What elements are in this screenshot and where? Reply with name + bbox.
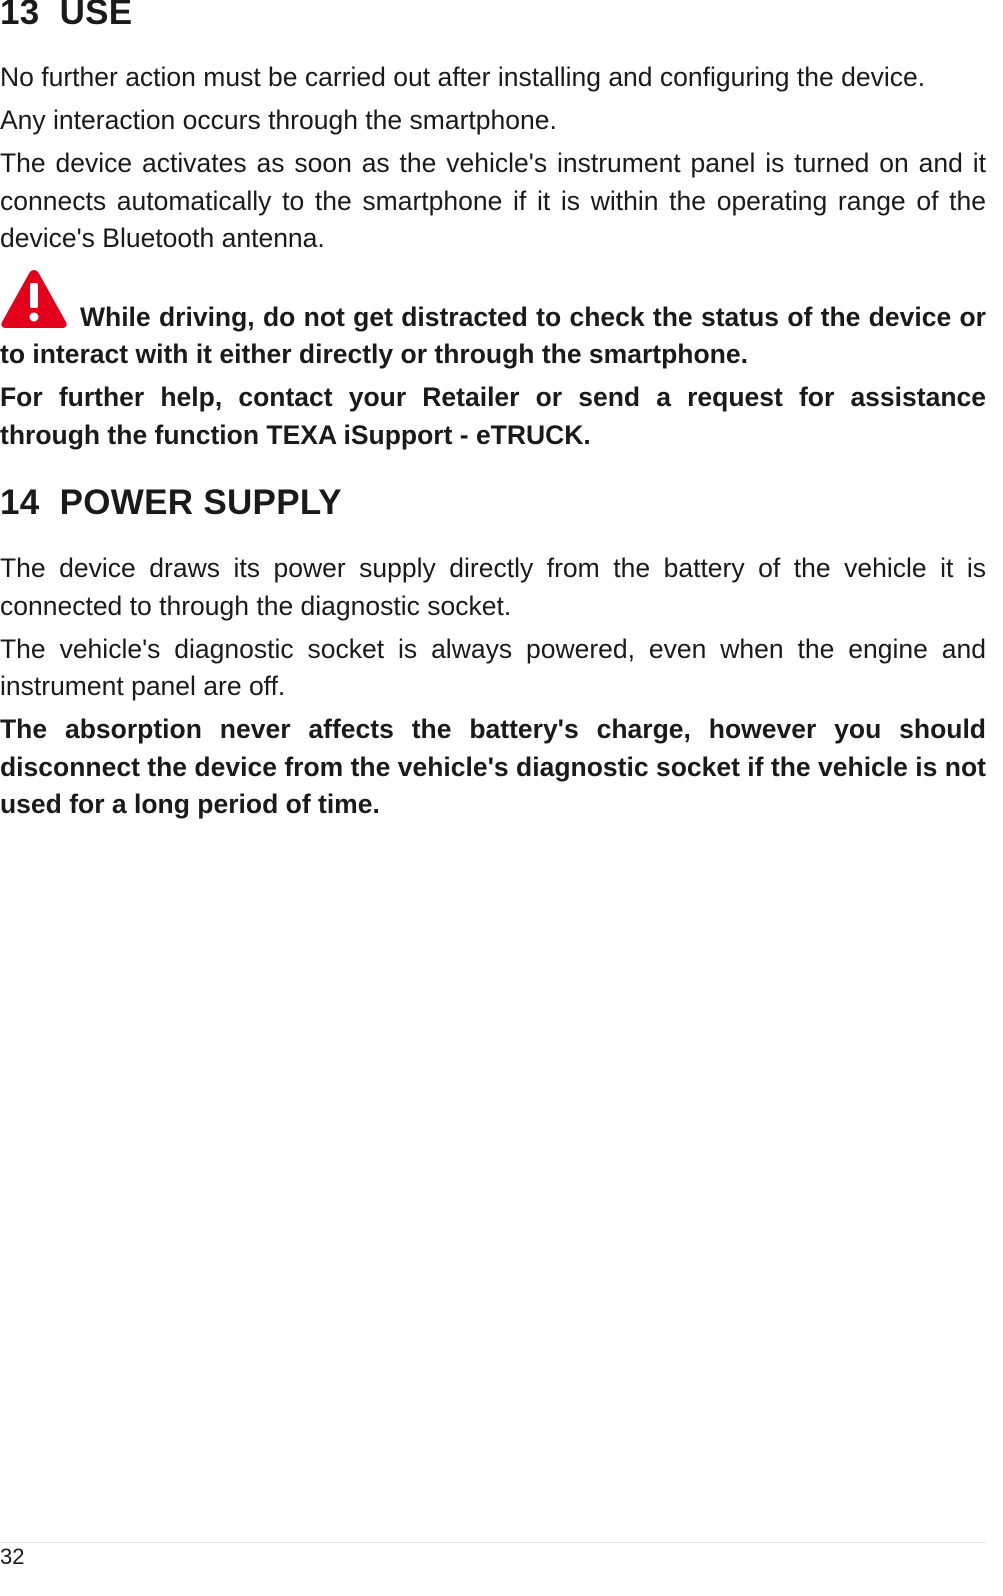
warning-triangle-icon <box>0 268 68 330</box>
driving-warning <box>0 268 986 374</box>
section-14-title: 14 POWER SUPPLY <box>0 483 342 522</box>
power-paragraph-1: The device draws its power supply directly from the battery of the vehicle it is connected to through the diagnostic socket. <box>0 553 986 621</box>
use-paragraph-3: The device activates as soon as the vehicle's instrument panel is turned on and it connects automatically to the smartphone if it is within the operating range of the device's Bluetooth antenna. <box>0 148 986 253</box>
warning-text: While driving, do not get distracted to check the status of the device or to interact with it either directly or through the smartphone. <box>0 301 986 369</box>
battery-note: The absorption never affects the battery's charge, however you should disconnect the device from the vehicle's diagnostic socket if the vehicle is not used for a long period of time. <box>0 714 986 819</box>
power-paragraph-2: The vehicle's diagnostic socket is always powered, even when the engine and instrument panel are off. <box>0 633 986 701</box>
section-13-title: 13 USE <box>0 0 133 32</box>
use-paragraph-2: Any interaction occurs through the smartphone. <box>0 105 557 135</box>
footer-divider <box>0 1542 986 1543</box>
page-number: 32 <box>0 1544 25 1569</box>
use-paragraph-1: No further action must be carried out after installing and configuring the device. <box>0 62 926 92</box>
warning-paragraph <box>0 268 986 374</box>
help-paragraph: For further help, contact your Retailer or send a request for assistance through the function TEXA iSupport - eTRUCK. <box>0 382 986 450</box>
